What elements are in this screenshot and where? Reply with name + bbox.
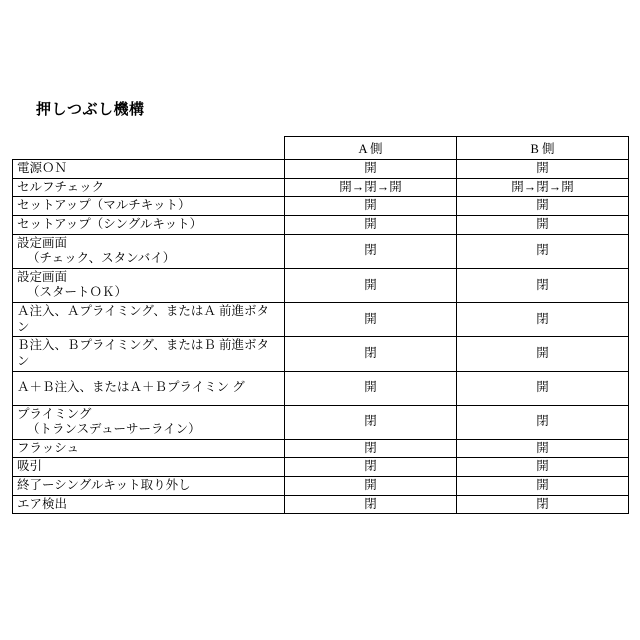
- row-label-sub: 前進ボタン: [17, 338, 270, 368]
- row-value-b: 開: [457, 215, 629, 234]
- table-row: [13, 495, 629, 514]
- table-header-row: [13, 137, 629, 160]
- table-row: [13, 458, 629, 477]
- row-value-a: 開: [285, 160, 457, 179]
- row-value-b: 開: [457, 477, 629, 496]
- row-value-a: 開: [285, 303, 457, 337]
- row-value-b: 開: [457, 160, 629, 179]
- row-label: [13, 234, 285, 268]
- table-row: [13, 197, 629, 216]
- row-label: [13, 268, 285, 302]
- row-label: セットアップ（マルチキット）: [13, 197, 285, 216]
- row-label-main: プライミング: [17, 406, 92, 421]
- row-value-a: 閉: [285, 405, 457, 439]
- row-label: 終了ーシングルキット取り外し: [13, 477, 285, 496]
- row-value-a: 開: [285, 268, 457, 302]
- table-row: [13, 477, 629, 496]
- row-label: [13, 337, 285, 371]
- row-label: [13, 371, 285, 405]
- row-value-a: 閉: [285, 439, 457, 458]
- row-label: [13, 303, 285, 337]
- row-value-b: 閉: [457, 234, 629, 268]
- column-header-blank: [13, 137, 285, 160]
- row-value-a: 開: [285, 215, 457, 234]
- row-value-b: 開: [457, 439, 629, 458]
- row-value-b: 閉: [457, 495, 629, 514]
- row-value-b: 開→閉→開: [457, 178, 629, 197]
- table-row: [13, 439, 629, 458]
- table-row: [13, 178, 629, 197]
- row-label-sub: （スタートＯＫ）: [27, 285, 128, 300]
- row-label: [13, 405, 285, 439]
- row-value-b: 閉: [457, 268, 629, 302]
- table-row: [13, 371, 629, 405]
- row-label-main: Ｂ注入、Ｂプライミング、またはＢ: [17, 338, 216, 353]
- table-row: [13, 303, 629, 337]
- table-row: [13, 160, 629, 179]
- row-label-main: Ａ注入、Ａプライミング、またはＡ: [17, 304, 216, 318]
- row-value-b: 開: [457, 197, 629, 216]
- table-row: [13, 215, 629, 234]
- row-label-sub: グ: [232, 380, 245, 395]
- table-body: [13, 137, 629, 514]
- column-header-a: A 側: [285, 137, 457, 160]
- column-header-b: B 側: [457, 137, 629, 160]
- table-row: [13, 405, 629, 439]
- row-label: フラッシュ: [13, 439, 285, 458]
- row-label: 電源ＯＮ: [13, 160, 285, 179]
- row-value-a: 閉: [285, 458, 457, 477]
- row-label-main: 設定画面: [17, 235, 68, 250]
- row-value-b: 開: [457, 337, 629, 371]
- table-row: [13, 268, 629, 302]
- row-label-sub: （チェック、スタンバイ）: [27, 251, 176, 266]
- valve-state-table: [12, 136, 629, 514]
- table-row: [13, 337, 629, 371]
- row-label-sub: （トランスデューサーライン）: [27, 422, 201, 437]
- row-value-a: 閉: [285, 234, 457, 268]
- row-value-b: 閉: [457, 405, 629, 439]
- row-value-b: 開: [457, 371, 629, 405]
- row-value-a: 開→閉→開: [285, 178, 457, 197]
- row-value-a: 開: [285, 477, 457, 496]
- row-label: 吸引: [13, 458, 285, 477]
- row-label-sub: 前進ボタン: [17, 304, 270, 334]
- row-value-b: 開: [457, 458, 629, 477]
- row-label-main: 設定画面: [17, 269, 68, 284]
- page-title: 押しつぶし機構: [36, 102, 145, 118]
- row-value-a: 閉: [285, 337, 457, 371]
- row-label: エア検出: [13, 495, 285, 514]
- row-value-a: 閉: [285, 495, 457, 514]
- table-row: [13, 234, 629, 268]
- row-value-b: 閉: [457, 303, 629, 337]
- row-label: セットアップ（シングルキット）: [13, 215, 285, 234]
- row-value-a: 開: [285, 371, 457, 405]
- row-label-main: Ａ＋Ｂ注入、またはＡ＋Ｂプライミン: [17, 380, 230, 395]
- row-value-a: 開: [285, 197, 457, 216]
- row-label: セルフチェック: [13, 178, 285, 197]
